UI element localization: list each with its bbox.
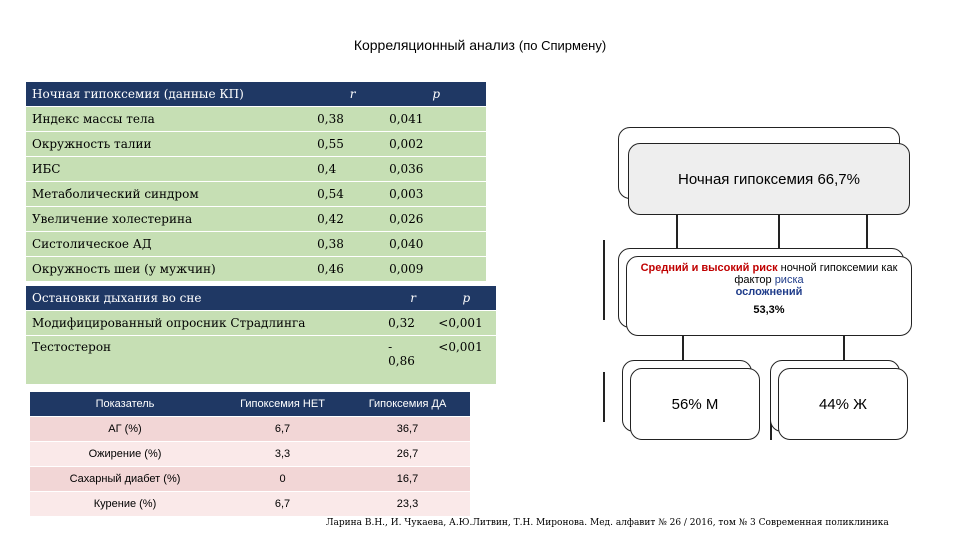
risk-value: 53,3% bbox=[753, 304, 785, 316]
risk-text-blue: риска bbox=[774, 274, 804, 286]
header-cell: Показатель bbox=[95, 398, 155, 410]
cell: 0,54 bbox=[317, 187, 344, 201]
table-header bbox=[30, 392, 470, 416]
cell: 0,32 bbox=[388, 316, 415, 330]
cell: Тестостерон bbox=[32, 340, 112, 354]
risk-text bbox=[627, 262, 911, 286]
cell: 6,7 bbox=[274, 423, 291, 435]
table-row bbox=[26, 310, 496, 335]
cell: Ожирение (%) bbox=[88, 448, 162, 460]
table-row bbox=[26, 106, 486, 131]
cell: 0,4 bbox=[317, 162, 337, 176]
table-row bbox=[26, 231, 486, 256]
cell: Увеличение холестерина bbox=[32, 212, 193, 226]
cell: 0,38 bbox=[317, 237, 344, 251]
cell: 0,38 bbox=[317, 112, 344, 126]
table-row bbox=[26, 181, 486, 206]
cell: 0,009 bbox=[389, 262, 424, 276]
hypoxemia-box bbox=[628, 143, 910, 215]
header-cell: Ночная гипоксемия (данные КП) bbox=[32, 87, 244, 101]
comparison-table bbox=[30, 392, 470, 516]
male-box bbox=[630, 368, 760, 440]
cell: Курение (%) bbox=[93, 498, 157, 510]
cell: 26,7 bbox=[396, 448, 419, 460]
cell: 16,7 bbox=[396, 473, 419, 485]
table-row bbox=[26, 256, 486, 281]
cell: Метаболический синдром bbox=[32, 187, 199, 201]
cell: Систолическое АД bbox=[32, 237, 152, 251]
cell: 0,003 bbox=[389, 187, 424, 201]
cell bbox=[380, 340, 434, 368]
table-row bbox=[26, 156, 486, 181]
risk-text-complications: осложнений bbox=[735, 286, 803, 298]
cell: 0,46 bbox=[317, 262, 344, 276]
cell: 0,002 bbox=[389, 137, 424, 151]
cell: ИБС bbox=[32, 162, 61, 176]
cell: АГ (%) bbox=[108, 423, 142, 435]
table-row bbox=[26, 335, 496, 384]
cell: 0,55 bbox=[317, 137, 344, 151]
table-row bbox=[30, 441, 470, 466]
female-box bbox=[778, 368, 908, 440]
risk-text-highlight: Средний и высокий риск bbox=[640, 262, 778, 274]
header-cell: p bbox=[462, 291, 471, 305]
cell: Модифицированный опросник Страдлинга bbox=[32, 316, 306, 330]
cell-line: 0,86 bbox=[388, 354, 415, 368]
cell: 3,3 bbox=[274, 448, 291, 460]
cell: <0,001 bbox=[438, 340, 483, 354]
table-row bbox=[30, 466, 470, 491]
cell: <0,001 bbox=[438, 316, 483, 330]
header-cell: Гипоксемия ДА bbox=[368, 398, 447, 410]
header-cell: Остановки дыхания во сне bbox=[32, 291, 202, 305]
cell: 0,036 bbox=[389, 162, 424, 176]
table-row bbox=[26, 131, 486, 156]
table-row bbox=[26, 206, 486, 231]
header-cell: p bbox=[432, 87, 441, 101]
correlation-table-apnea bbox=[26, 286, 496, 384]
slide-title bbox=[0, 37, 960, 53]
hypoxemia-label: Ночная гипоксемия 66,7% bbox=[678, 170, 860, 188]
correlation-table-hypoxemia bbox=[26, 82, 486, 281]
connector-line bbox=[603, 372, 605, 422]
cell: 0,040 bbox=[389, 237, 424, 251]
risk-box bbox=[626, 256, 912, 336]
table-row bbox=[30, 491, 470, 516]
cell: 36,7 bbox=[396, 423, 419, 435]
header-cell: r bbox=[410, 291, 416, 305]
title-main: Корреляционный анализ bbox=[353, 37, 515, 53]
table-header bbox=[26, 82, 486, 106]
male-label: 56% М bbox=[671, 395, 719, 413]
cell: 0,026 bbox=[389, 212, 424, 226]
risk-text-body: ночной гипоксемии как фактор bbox=[734, 262, 898, 286]
cell: Индекс массы тела bbox=[32, 112, 155, 126]
cell: Окружность талии bbox=[32, 137, 152, 151]
female-label: 44% Ж bbox=[818, 395, 868, 413]
cell: 23,3 bbox=[396, 498, 419, 510]
cell: Сахарный диабет (%) bbox=[69, 473, 181, 485]
cell: Окружность шеи (у мужчин) bbox=[32, 262, 216, 276]
citation: Ларина В.Н., И. Чукаева, А.Ю.Литвин, Т.Н. Миронова. Мед. алфавит № 26 / 2016, том № 3 Современная поликлиника bbox=[326, 518, 889, 528]
table-row bbox=[30, 416, 470, 441]
cell: 6,7 bbox=[274, 498, 291, 510]
cell: 0 bbox=[279, 473, 286, 485]
cell-line: - bbox=[388, 340, 393, 354]
title-sub: (по Спирмену) bbox=[518, 38, 607, 53]
header-cell: Гипоксемия НЕТ bbox=[240, 398, 325, 410]
cell: 0,041 bbox=[389, 112, 424, 126]
header-cell: r bbox=[349, 87, 356, 101]
table-header bbox=[26, 286, 496, 310]
connector-line bbox=[603, 240, 605, 320]
cell: 0,42 bbox=[317, 212, 344, 226]
